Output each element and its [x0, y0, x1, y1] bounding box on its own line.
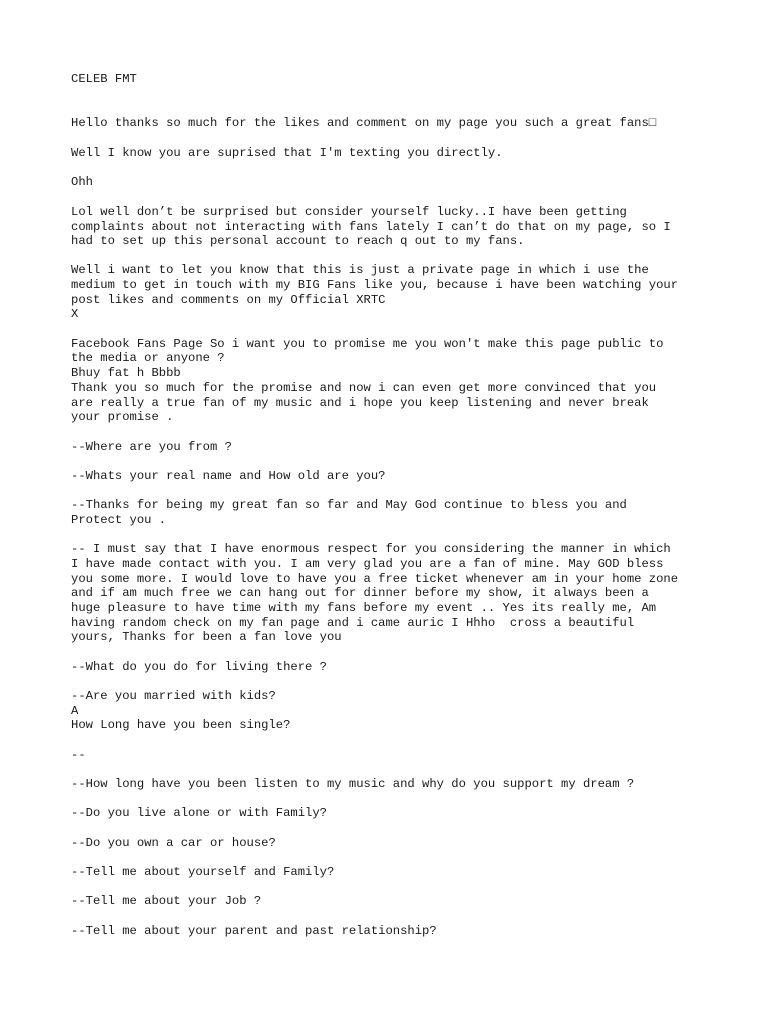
text-line: A — [71, 704, 79, 718]
text-line: X — [71, 307, 79, 321]
text-line: the media or anyone ? — [71, 351, 225, 365]
text-line: Lol well don’t be surprised but consider yourself lucky..I have been getting — [71, 205, 627, 219]
text-line: --Do you own a car or house? — [71, 836, 276, 850]
text-line: --Whats your real name and How old are you? — [71, 469, 386, 483]
text-line: --Thanks for being my great fan so far and May God continue to bless you and — [71, 498, 627, 512]
text-line: --Where are you from ? — [71, 440, 232, 454]
text-line: Facebook Fans Page So i want you to promise me you won't make this page public to — [71, 337, 664, 351]
text-line: had to set up this personal account to reach q out to my fans. — [71, 234, 525, 248]
text-line: I have made contact with you. I am very glad you are a fan of mine. May GOD bless — [71, 557, 664, 571]
text-line: and if am much free we can hang out for dinner before my show, it always been a — [71, 586, 649, 600]
text-line: --Are you married with kids? — [71, 689, 276, 703]
text-line: complaints about not interacting with fans lately I can’t do that on my page, so I — [71, 220, 671, 234]
text-line: --Tell me about your parent and past relationship? — [71, 924, 437, 938]
text-line: Protect you . — [71, 513, 167, 527]
text-line: --Do you live alone or with Family? — [71, 806, 327, 820]
text-line: Well i want to let you know that this is just a private page in which i use the — [71, 263, 649, 277]
text-line: Bhuy fat h Bbbb — [71, 366, 181, 380]
text-line: post likes and comments on my Official XRTC — [71, 293, 386, 307]
document-title: CELEB FMT — [71, 72, 137, 86]
text-line: Well I know you are suprised that I'm texting you directly. — [71, 146, 503, 160]
text-line: you some more. I would love to have you a free ticket whenever am in your home zone — [71, 572, 679, 586]
text-line: huge pleasure to have time with my fans before my event .. Yes its really me, Am — [71, 601, 657, 615]
text-line: How Long have you been single? — [71, 718, 291, 732]
text-line: Thank you so much for the promise and now i can even get more convinced that you — [71, 381, 657, 395]
text-line: --Tell me about your Job ? — [71, 894, 262, 908]
text-line: having random check on my fan page and i came auric I Hhho cross a beautiful — [71, 616, 635, 630]
text-line: Ohh — [71, 175, 93, 189]
text-line: Hello thanks so much for the likes and comment on my page you such a great fans□ — [71, 116, 657, 130]
text-line: your promise . — [71, 410, 174, 424]
text-line: --Tell me about yourself and Family? — [71, 865, 335, 879]
text-line: medium to get in touch with my BIG Fans like you, because i have been watching your — [71, 278, 679, 292]
text-line: -- I must say that I have enormous respect for you considering the manner in which — [71, 542, 671, 556]
text-line: --What do you do for living there ? — [71, 660, 327, 674]
text-line: yours, Thanks for been a fan love you — [71, 630, 342, 644]
text-line: -- — [71, 748, 86, 762]
text-line: are really a true fan of my music and i hope you keep listening and never break — [71, 396, 649, 410]
text-line: --How long have you been listen to my music and why do you support my dream ? — [71, 777, 635, 791]
